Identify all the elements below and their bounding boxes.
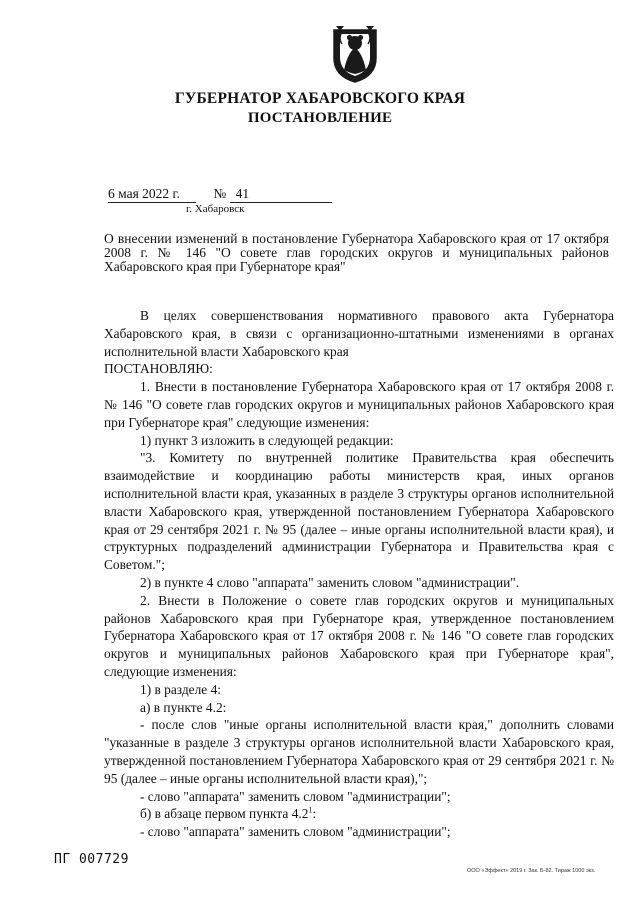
- authority-title: ГУБЕРНАТОР ХАБАРОВСКОГО КРАЯ: [174, 90, 466, 107]
- item-2-1b-paragraph: [104, 805, 614, 823]
- item-2-1a-dash-1-paragraph: - после слов "иные органы исполнительной власти края," дополнить словами "указанные в разделе 3 структуры органов исполнительной власти Хабаровского края, утвержденной постановлением Губернатора Хабаровского края от 29 сентября 2021 г. № 95 (далее – иные органы исполнительной власти края),";: [104, 717, 614, 786]
- document-type-title: ПОСТАНОВЛЕНИЕ: [247, 110, 393, 126]
- document-subject: О внесении изменений в постановление Губернатора Хабаровского края от 17 октября 2008 г. № 146 "О совете глав городских округов и муниципальных районов Хабаровского края при Губернаторе края": [104, 231, 609, 274]
- item-2-1b-dash-1-paragraph: - слово "аппарата" заменить словом "администрации";: [140, 824, 451, 840]
- item-2-1b-superscript: 1: [308, 805, 313, 815]
- item-1-1-text-paragraph: "3. Комитету по внутренней политике Правительства края обеспечить взаимодействие и координацию работы министерств края, иных органов исполнительной власти края, указанных в разделе 3 структуры органов исполнительной власти Хабаровского края, утвержденной постановлением Губернатора Хабаровского края от 29 сентября 2021 г. № 95 (далее – иные органы исполнительной власти края), и структурных подразделений администрации Губернатора и Правительства края с Советом.";: [104, 450, 614, 573]
- number-label: №: [213, 186, 227, 201]
- item-2-1a-dash-2-paragraph: - слово "аппарата" заменить словом "администрации";: [140, 788, 451, 804]
- item-1-paragraph: 1. Внести в постановление Губернатора Хабаровского края от 17 октября 2008 г. № 146 "О совете глав городских округов и муниципальных районов Хабаровского края при Губернаторе края" следующие изменения:: [104, 379, 614, 430]
- item-2-1b-colon: :: [312, 806, 317, 822]
- item-1-2-paragraph: 2) в пункте 4 слово "аппарата" заменить словом "администрации".: [140, 574, 520, 590]
- item-2-1-paragraph: 1) в разделе 4:: [140, 681, 222, 697]
- decree-word: ПОСТАНОВЛЯЮ:: [104, 361, 213, 377]
- document-number: 41: [230, 186, 332, 203]
- blank-serial-code: ПГ 007729: [54, 852, 129, 867]
- printer-imprint: ООО «Эффект» 2019 г. Зак. Б-82. Тираж 1000 экз.: [467, 868, 596, 874]
- preamble-paragraph: В целях совершенствования нормативного правового акта Губернатора Хабаровского края, в связи с организационно-штатными изменениями в органах исполнительной власти Хабаровского края: [104, 308, 614, 359]
- date-number-line: [108, 186, 332, 203]
- coat-of-arms-icon: [330, 24, 380, 84]
- item-2-1b-text: б) в абзаце первом пункта 4.2: [140, 806, 309, 822]
- item-2-1a-paragraph: а) в пункте 4.2:: [140, 699, 227, 715]
- item-1-1-paragraph: 1) пункт 3 изложить в следующей редакции:: [140, 432, 394, 448]
- document-place: г. Хабаровск: [186, 203, 245, 215]
- item-2-paragraph: 2. Внести в Положение о совете глав городских округов и муниципальных районов Хабаровского края при Губернаторе края, утвержденное постановлением Губернатора Хабаровского края от 17 октября 2008 г. № 146 "О совете глав городских округов и муниципальных районов Хабаровского края при Губернаторе края", следующие изменения:: [104, 592, 614, 679]
- document-date: 6 мая 2022 г.: [108, 186, 196, 203]
- document-body: [104, 307, 614, 841]
